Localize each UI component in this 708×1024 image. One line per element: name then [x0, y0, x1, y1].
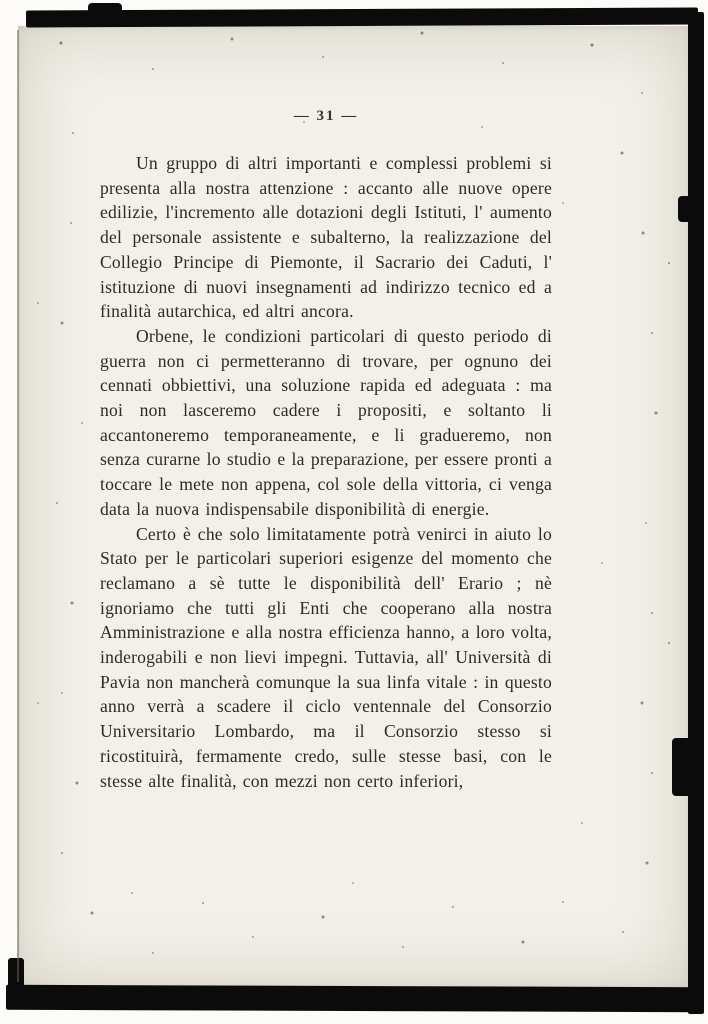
- scan-border-right-tab: [672, 738, 694, 796]
- paragraph-3: Certo è che solo limitatamente potrà venirci in aiuto lo Stato per le particolari superiori esigenze del momento che reclamano a sè tutte le disponibilità dell' Erario ; nè ignoriamo che tutti gli Enti che cooperano alla nostra Amministrazione e alla nostra efficienza hanno, a loro volta, inderogabili e non lievi impegni. Tuttavia, all' Università di Pavia non mancherà comunque la sua linfa vitale : in questo anno verrà a scadere il ciclo ventennale del Consorzio Universitario Lombardo, ma il Consorzio stesso si ricostituirà, fermamente credo, sulle stesse basi, con le stesse alte finalità, con mezzi non certo inferiori,: [100, 523, 552, 791]
- scan-noise-speckles: [0, 0, 2, 2]
- scan-border-bottom-blob: [8, 958, 24, 992]
- scan-border-right-notch: [678, 196, 692, 222]
- scan-border-bottom: [6, 985, 700, 1012]
- paragraph-1: Un gruppo di altri importanti e complessi problemi si presenta alla nostra attenzione : accanto alle nuove opere edilizie, l'incremento alle dotazioni degli Istituti, l' aumento del personale assistente e subalterno, la realizzazione del Collegio Principe di Piemonte, il Sacrario dei Caduti, l' istituzione di nuovi insegnamenti ad indirizzo tecnico ed a finalità autarchica, ed altri ancora.: [100, 153, 552, 322]
- scan-border-top: [26, 8, 698, 28]
- scan-border-right: [688, 12, 704, 1014]
- paragraph-2: Orbene, le condizioni particolari di questo periodo di guerra non ci permetteranno di trovare, per ognuno dei cennati obbiettivi, una soluzione rapida ed adeguata : ma noi non lasceremo cadere i propositi, e soltanto li accantoneremo temporaneamente, e li gradueremo, non senza curarne lo studio e la preparazione, per essere pronti a toccare le mete non appena, col sole della vittoria, ci venga data la nuova indispensabile disponibilità di energie.: [100, 325, 552, 519]
- page-number: — 31 —: [293, 108, 359, 124]
- page-text-block: [100, 108, 552, 793]
- scan-border-top-blob: [88, 3, 122, 15]
- scan-border-left-line: [17, 30, 19, 982]
